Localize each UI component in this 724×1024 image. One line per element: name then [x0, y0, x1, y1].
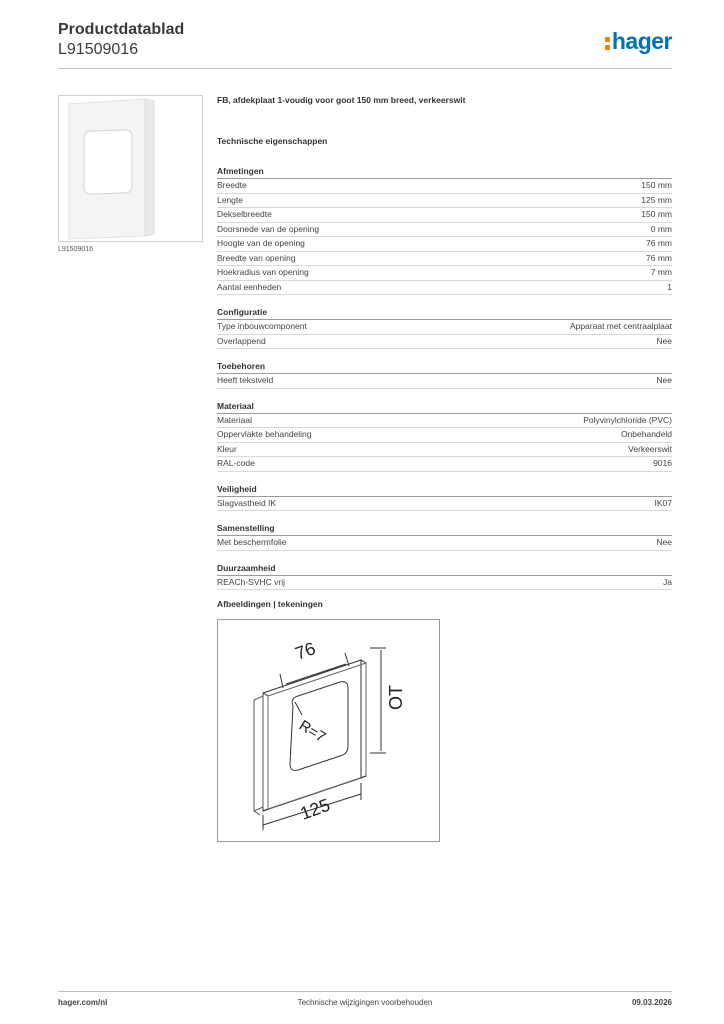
cover-plate-icon [59, 96, 202, 241]
spec-value: Polyvinylchloride (PVC) [583, 414, 672, 425]
product-image [58, 95, 203, 242]
spec-label: Doorsnede van de opening [217, 223, 320, 234]
section-heading: Duurzaamheid [217, 562, 672, 576]
spec-value: 76 mm [646, 238, 672, 248]
spec-section [217, 306, 672, 349]
spec-value: 0 mm [650, 223, 672, 234]
spec-label: Heeft tekstveld [217, 375, 274, 385]
spec-value: 125 mm [641, 194, 672, 205]
product-description: FB, afdekplaat 1-voudig voor goot 150 mm breed, verkeerswit [217, 95, 466, 105]
drawings-title: Afbeeldingen | tekeningen [217, 599, 323, 609]
footer-date: 09.03.2026 [631, 998, 672, 1007]
spec-value: Ja [663, 576, 672, 587]
spec-row [217, 179, 672, 194]
spec-row [217, 497, 672, 512]
spec-row [217, 374, 672, 389]
spec-label: Overlappend [217, 335, 266, 346]
spec-section [217, 483, 672, 512]
spec-label: Breedte [217, 180, 247, 190]
spec-value: 1 [667, 281, 672, 292]
logo-text: hager [611, 28, 672, 54]
footer-disclaimer: Technische wijzigingen voorbehouden [297, 998, 433, 1007]
dim-radius-label: R=7 [295, 716, 329, 747]
spec-value: 150 mm [641, 180, 672, 190]
spec-value: 7 mm [650, 267, 672, 277]
spec-row [217, 320, 672, 335]
spec-row [217, 208, 672, 223]
footer-website-link[interactable]: hager.com/nl [58, 998, 108, 1007]
spec-value: Apparaat met centraalplaat [569, 321, 672, 331]
spec-row [217, 443, 672, 458]
spec-row [217, 223, 672, 238]
spec-row [217, 536, 672, 551]
spec-value: Nee [656, 537, 672, 547]
footer-divider [58, 991, 672, 992]
section-heading: Afmetingen [217, 165, 672, 179]
spec-label: Kleur [217, 443, 237, 454]
spec-value: Onbehandeld [620, 429, 672, 439]
spec-value: IK07 [654, 497, 672, 508]
spec-label: Breedte van opening [217, 252, 296, 263]
spec-label: Hoekradius van opening [217, 267, 309, 277]
page-title: Productdatablad [58, 21, 185, 38]
spec-value: Nee [656, 335, 672, 346]
spec-value: Verkeerswit [628, 443, 672, 454]
image-caption: L91509016 [58, 246, 94, 253]
spec-section [217, 522, 672, 551]
spec-row [217, 457, 672, 472]
section-heading: Configuratie [217, 306, 672, 320]
tech-properties-title: Technische eigenschappen [217, 136, 328, 146]
spec-label: Dekselbreedte [217, 209, 272, 219]
spec-section [217, 562, 672, 591]
spec-label: Hoogte van de opening [217, 238, 305, 248]
spec-label: REACh-SVHC vrij [217, 576, 286, 587]
spec-row [217, 237, 672, 252]
spec-value: 9016 [653, 458, 672, 468]
document-header [58, 20, 184, 60]
spec-row [217, 194, 672, 209]
spec-label: RAL-code [217, 458, 255, 468]
section-heading: Toebehoren [217, 360, 672, 374]
spec-label: Type inbouwcomponent [217, 321, 307, 331]
product-code: L91509016 [58, 41, 139, 58]
spec-section [217, 360, 672, 389]
dimension-drawing [218, 620, 439, 841]
section-heading: Samenstelling [217, 522, 672, 536]
spec-label: Materiaal [217, 414, 252, 425]
spec-value: 76 mm [646, 252, 672, 263]
spec-row [217, 252, 672, 267]
spec-row [217, 576, 672, 591]
logo-dots-icon [605, 34, 610, 50]
spec-value: 150 mm [641, 209, 672, 219]
hager-logo [605, 28, 672, 55]
header-divider [58, 68, 672, 69]
spec-row [217, 266, 672, 281]
spec-row [217, 281, 672, 296]
spec-label: Lengte [217, 194, 243, 205]
technical-drawing [217, 619, 440, 842]
dim-bottom-label: 125 [297, 794, 333, 824]
spec-section [217, 400, 672, 472]
section-heading: Veiligheid [217, 483, 672, 497]
spec-row [217, 414, 672, 429]
spec-value: Nee [656, 375, 672, 385]
spec-row [217, 335, 672, 350]
spec-row [217, 428, 672, 443]
dim-top-label: 76 [292, 638, 319, 664]
spec-sections [217, 165, 672, 590]
spec-label: Slagvastheid IK [217, 497, 277, 508]
spec-label: Met beschermfolie [217, 537, 287, 547]
section-heading: Materiaal [217, 400, 672, 414]
spec-label: Oppervlakte behandeling [217, 429, 312, 439]
spec-section [217, 165, 672, 295]
dim-side-label: OT [386, 685, 406, 710]
spec-label: Aantal eenheden [217, 281, 282, 292]
specifications [217, 94, 672, 601]
